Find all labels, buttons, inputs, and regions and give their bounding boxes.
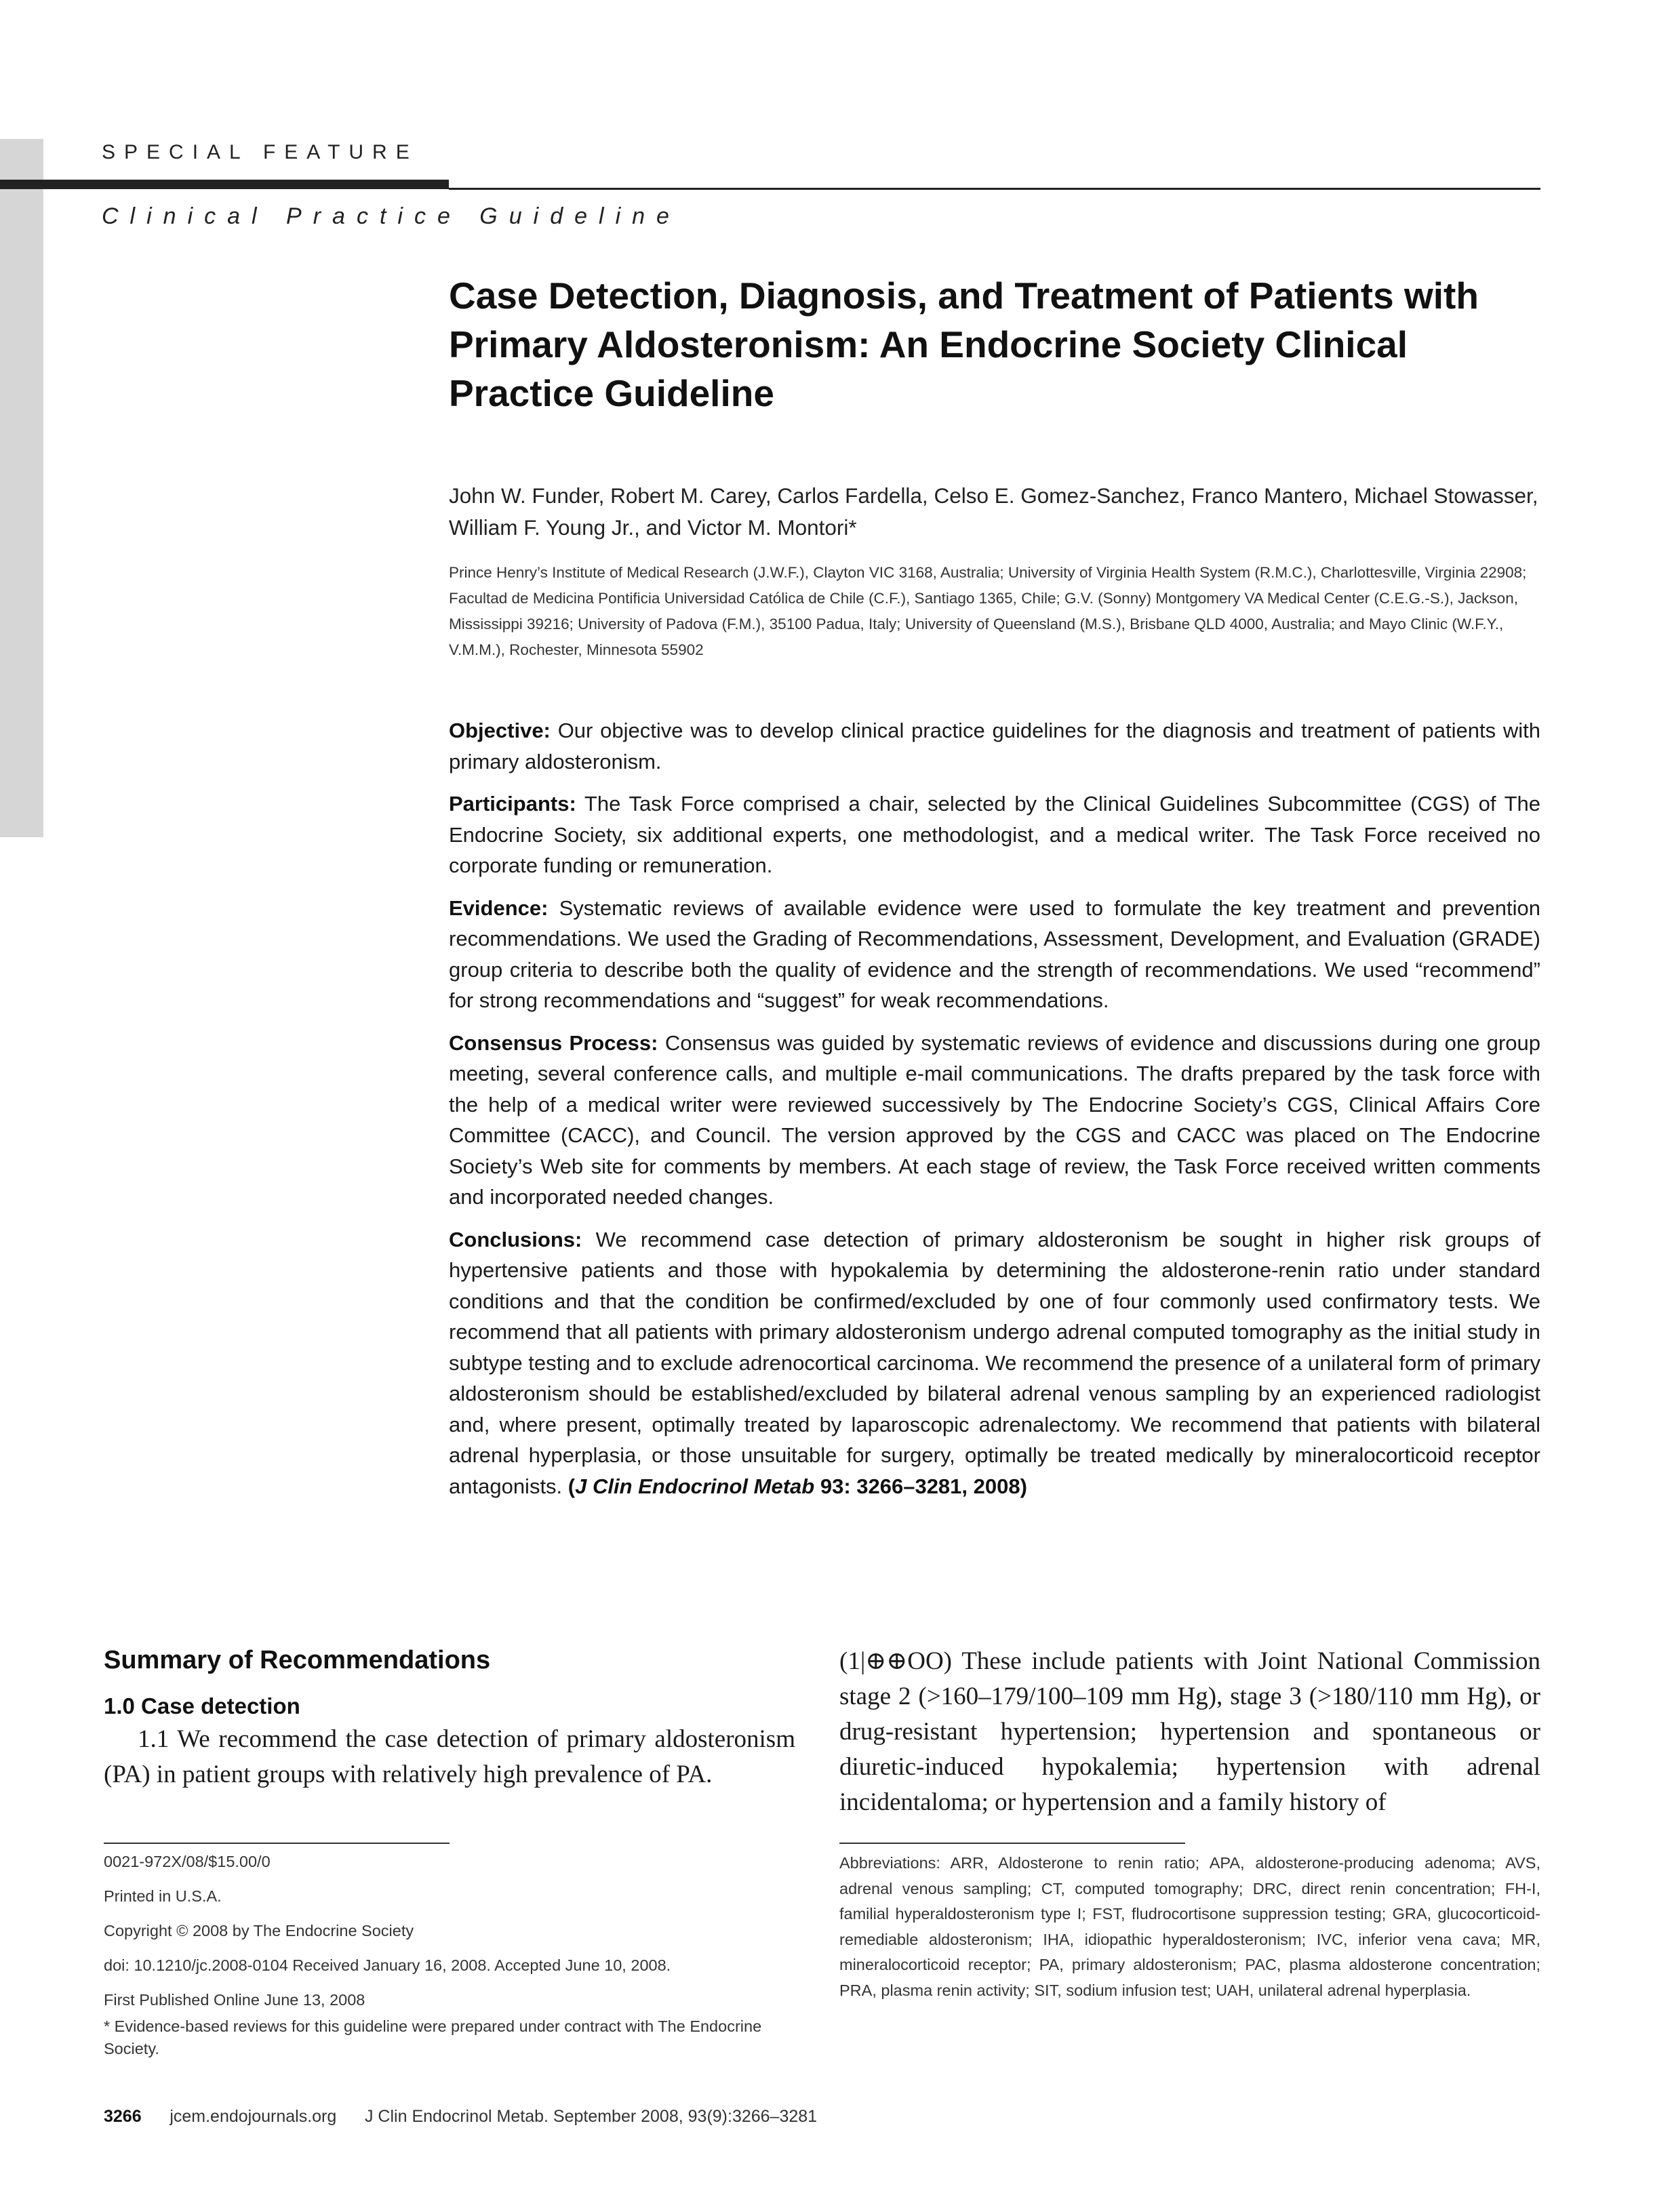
page-footer — [104, 2107, 817, 2127]
side-tab — [0, 139, 43, 837]
footnote-rule-left — [104, 1843, 450, 1844]
section-label: SPECIAL FEATURE — [102, 141, 418, 163]
published-date: First Published Online June 13, 2008 — [104, 1991, 365, 2009]
guideline-note: * Evidence-based reviews for this guideline were prepared under contract with The Endocrine Society. — [104, 2017, 762, 2057]
recommendation-1-1-continued: (1|⊕⊕OO) These include patients with Joint National Commission stage 2 (>160–179/100–109 mm Hg), stage 3 (>180/110 mm Hg), or drug-resistant hypertension; hypertension and spontaneous or diuretic-induced hypokalemia; hypertension with adrenal incidentaloma; or hypertension and a family history of — [839, 1647, 1540, 1816]
participants-text: The Task Force comprised a chair, selected by the Clinical Guidelines Subcommittee (CGS) of The Endocrine Society, six additional experts, one methodologist, and a medical writer. The Task Force received no corporate funding or remuneration. — [449, 792, 1540, 877]
summary-heading: Summary of Recommendations — [104, 1646, 491, 1674]
page-number: 3266 — [104, 2107, 142, 2126]
abstract-conclusions — [449, 1224, 1540, 1502]
abstract-participants — [449, 788, 1540, 881]
abstract-consensus — [449, 1028, 1540, 1213]
consensus-text: Consensus was guided by systematic reviews of evidence and discussions during one group meeting, several conference calls, and multiple e-mail communications. The drafts prepared by the task force with the help of a medical writer were reviewed successively by The Endocrine Society’s CGS, Clinical Affairs Core Committee (CACC), and Council. The version approved by the CGS and CACC was placed on The Endocrine Society’s Web site for comments by members. At each stage of review, the Task Force received written comments and incorporated needed changes. — [449, 1030, 1540, 1209]
recommendation-1-1: 1.1 We recommend the case detection of primary aldosteronism (PA) in patient groups with relatively high prevalence of PA. — [104, 1725, 795, 1788]
conclusions-label: Conclusions: — [449, 1227, 582, 1251]
issn: 0021-972X/08/$15.00/0 — [104, 1853, 271, 1870]
conclusions-text: We recommend case detection of primary aldosteronism be sought in higher risk groups of hypertensive patients and those with hypokalemia by determining the aldosterone-renin ratio under standard conditions and that the condition be confirmed/excluded by one of four commonly used confirmatory tests. We recommend that all patients with primary aldosteronism undergo adrenal computed tomography as the initial study in subtype testing and to exclude adrenocortical carcinoma. We recommend the presence of a unilateral form of primary aldosteronism should be established/excluded by bilateral adrenal venous sampling by an experienced radiologist and, where present, optimally treated by laparoscopic adrenalectomy. We recommend that patients with bilateral adrenal hyperplasia, or those unsuitable for surgery, optimally be treated medically by mineralocorticoid receptor antagonists. — [449, 1227, 1540, 1498]
citation-rest: 93: 3266–3281, 2008) — [814, 1474, 1027, 1498]
evidence-label: Evidence: — [449, 896, 549, 920]
evidence-text: Systematic reviews of available evidence were used to formulate the key treatment and prevention recommendations. We used the Grading of Recommendations, Assessment, Development, and Evaluation (GRADE) group criteria to describe both the quality of evidence and the strength of recommendations. We used “recommend” for strong recommendations and “suggest” for weak recommendations. — [449, 896, 1540, 1012]
affiliations: Prince Henry’s Institute of Medical Research (J.W.F.), Clayton VIC 3168, Australia; University of Virginia Health System (R.M.C.), Charlottesville, Virginia 22908; Facultad de Medicina Pontificia Universidad Católica de Chile (C.F.), Santiago 1365, Chile; G.V. (Sonny) Montgomery VA Medical Center (C.E.G.-S.), Jackson, Mississippi 39216; University of Padova (F.M.), 35100 Padua, Italy; University of Queensland (M.S.), Brisbane QLD 4000, Australia; and Mayo Clinic (W.F.Y., V.M.M.), Rochester, Minnesota 55902 — [449, 564, 1527, 658]
doi: doi: 10.1210/jc.2008-0104 Received January 16, 2008. Accepted June 10, 2008. — [104, 1956, 671, 1974]
participants-label: Participants: — [449, 792, 576, 816]
journal-website: jcem.endojournals.org — [170, 2107, 337, 2126]
journal-reference: J Clin Endocrinol Metab. September 2008, 93(9):3266–3281 — [364, 2107, 818, 2126]
objective-text: Our objective was to develop clinical practice guidelines for the diagnosis and treatment of patients with primary aldosteronism. — [449, 719, 1540, 773]
abstract-objective — [449, 715, 1540, 777]
case-detection-heading: 1.0 Case detection — [104, 1693, 300, 1718]
copyright: Copyright © 2008 by The Endocrine Society — [104, 1922, 414, 1939]
abbreviations: Abbreviations: ARR, Aldosterone to renin ratio; APA, aldosterone-producing adenoma; AVS, adrenal venous sampling; CT, computed tomography; DRC, direct renin concentration; FH-I, familial hyperaldosteronism type I; FST, fludrocortisone suppression testing; GRA, glucocorticoid-remediable aldosteronism; IHA, idiopathic hyperaldosteronism; IVC, inferior vena cava; MR, mineralocorticoid receptor; PA, primary aldosteronism; PAC, plasma aldosterone concentration; PRA, plasma renin activity; SIT, sodium infusion test; UAH, unilateral adrenal hyperplasia. — [839, 1854, 1540, 1999]
article-title: Case Detection, Diagnosis, and Treatment of Patients with Primary Aldosteronism: An Endocrine Society Clinical Practice Guideline — [449, 275, 1479, 414]
citation-journal: J Clin Endocrinol Metab — [575, 1474, 815, 1498]
objective-label: Objective: — [449, 719, 551, 742]
header-rule — [449, 188, 1540, 190]
consensus-label: Consensus Process: — [449, 1030, 658, 1055]
header-bar — [0, 180, 449, 189]
abstract-evidence — [449, 893, 1540, 1016]
printed-in: Printed in U.S.A. — [104, 1887, 222, 1905]
author-list: John W. Funder, Robert M. Carey, Carlos Fardella, Celso E. Gomez-Sanchez, Franco Mantero, Michael Stowasser, William F. Young Jr., and Victor M. Montori* — [449, 483, 1538, 540]
footnotes-left — [104, 1851, 795, 2060]
citation-open: ( — [567, 1474, 576, 1498]
footnote-rule-right — [839, 1843, 1185, 1844]
abstract — [449, 715, 1540, 1513]
subsection-label: Clinical Practice Guideline — [102, 203, 681, 229]
